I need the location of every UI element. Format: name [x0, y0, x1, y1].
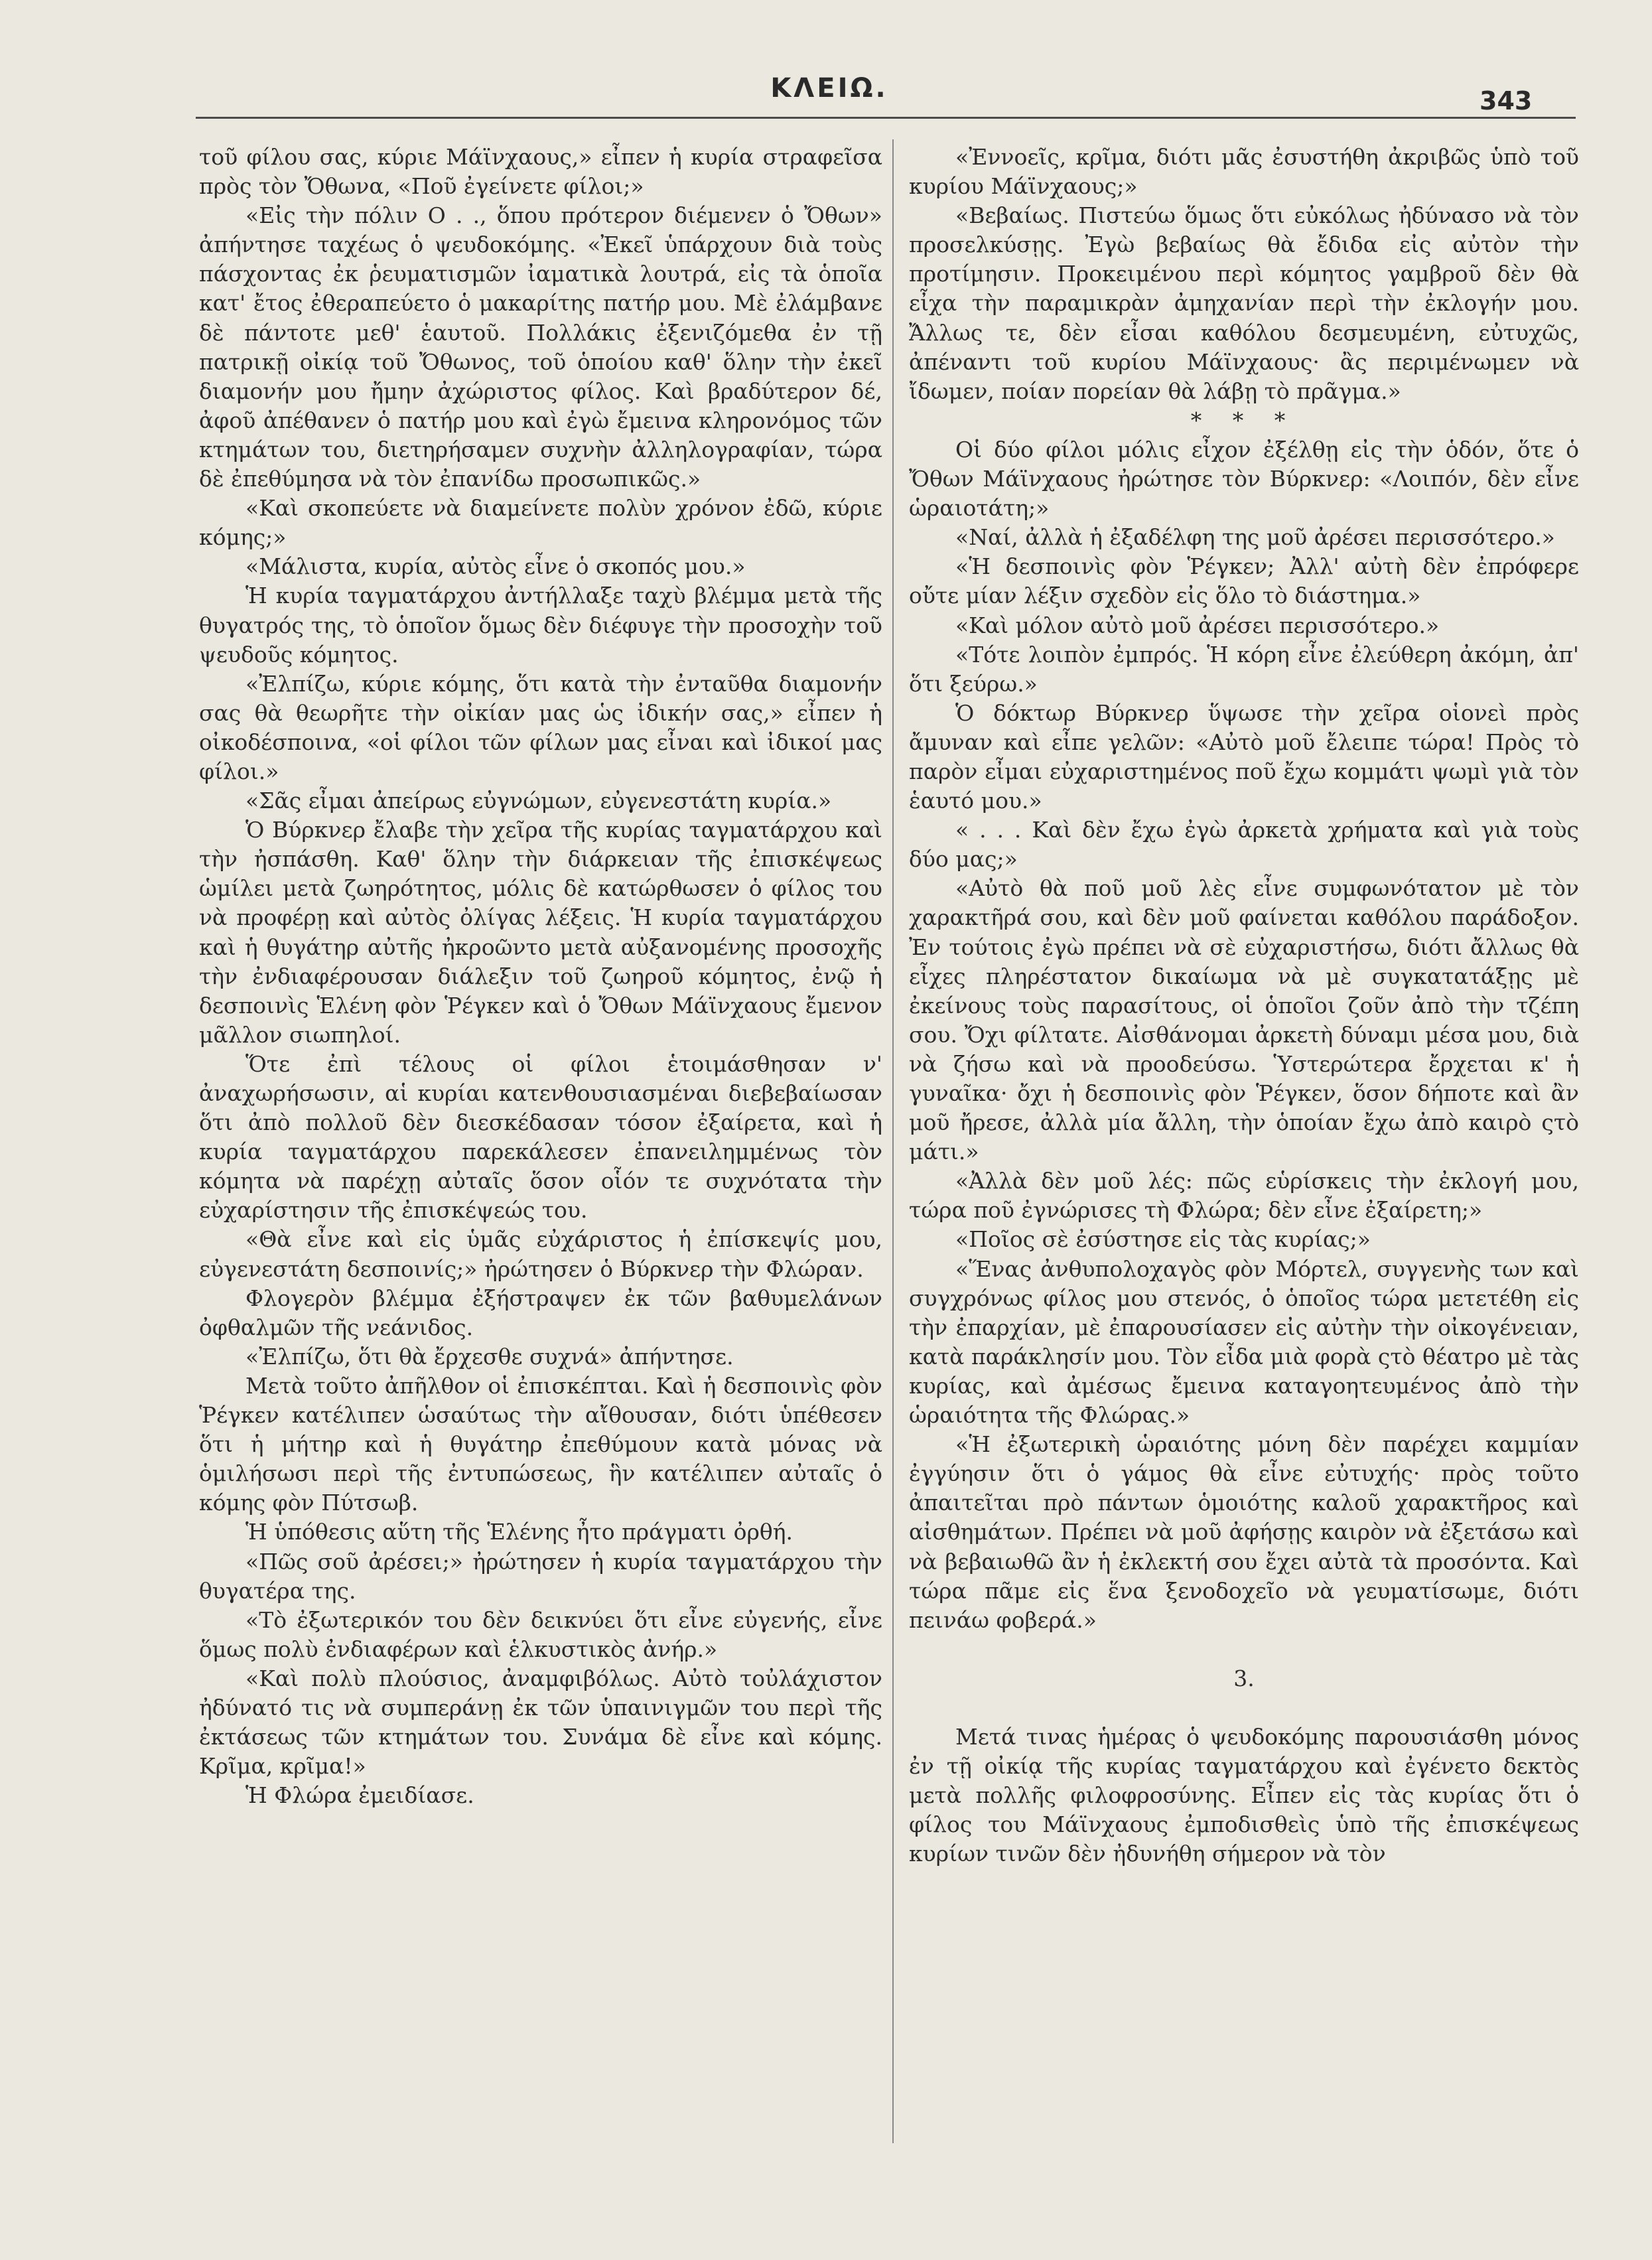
left-column — [199, 143, 882, 1810]
column-divider — [892, 139, 894, 2143]
paragraph: Οἱ δύο φίλοι μόλις εἶχον ἐξέλθῃ εἰς τὴν ὁδόν, ὅτε ὁ Ὄθων Μάϊνχαους ἠρώτησε τὸν Βύρκνερ: «Λοιπόν, δὲν εἶνε ὡραιοτάτη;» — [909, 436, 1579, 522]
paragraph: Ἡ κυρία ταγματάρχου ἀντήλλαξε ταχὺ βλέμμα μετὰ τῆς θυγατρός της, τὸ ὁποῖον ὅμως δὲν διέφυγε τὴν προσοχὴν τοῦ ψευδοῦς κόμητος. — [199, 583, 882, 668]
paragraph: «Ναί, ἀλλὰ ἡ ἐξαδέλφη της μοῦ ἀρέσει περισσότερο.» — [955, 524, 1555, 551]
paragraph: «Πῶς σοῦ ἀρέσει;» ἠρώτησεν ἡ κυρία ταγματάρχου τὴν θυγατέρα της. — [199, 1548, 882, 1604]
paragraph: «Αὐτὸ θὰ ποῦ μοῦ λὲς εἶνε συμφωνότατον μὲ τὸν χαρακτῆρά σου, καὶ δὲν μοῦ φαίνεται καθόλου παράδοξον. Ἐν τούτοις ἐγὼ πρέπει νὰ σὲ εὐχαριστήσω, διότι ἄλλως θὰ εἶχες πληρέστατον δικαίωμα νὰ μὲ συγκατατάξῃς μὲ ἐκείνους τοὺς παρασίτους, οἱ ὁποῖοι ζοῦν ἀπὸ τὴν τζέπη σου. Ὄχι φίλτατε. Αἰσθάνομαι ἀρκετὴ δύναμι μέσα μου, διὰ νὰ ζήσω καὶ νὰ προοδεύσω. Ὑστερώτερα ἔρχεται κ' ἡ γυναῖκα· ὄχι ἡ δεσποινὶς φὸν Ῥέγκεν, ὅσον δήποτε καὶ ἂν μοῦ ἤρεσε, ἀλλὰ μία ἄλλη, τὴν ὁποίαν ἔχω ἀπὸ καιρὸ ςτὸ μάτι.» — [909, 875, 1579, 1165]
paragraph: «Ἐννοεῖς, κρῖμα, διότι μᾶς ἐσυστήθη ἀκριβῶς ὑπὸ τοῦ κυρίου Μάϊνχαους;» — [909, 144, 1579, 200]
paragraph: «Θὰ εἶνε καὶ εἰς ὑμᾶς εὐχάριστος ἡ ἐπίσκεψίς μου, εὐγενεστάτη δεσποινίς;» ἠρώτησεν ὁ Βύρκνερ τὴν Φλώραν. — [199, 1226, 882, 1282]
header-rule — [196, 117, 1576, 119]
section-number: 3. — [1233, 1665, 1255, 1691]
paragraph: «Εἰς τὴν πόλιν Ο . ., ὅπου πρότερον διέμενεν ὁ Ὄθων» ἀπήντησε ταχέως ὁ ψευδοκόμης. «Ἐκεῖ ὑπάρχουν διὰ τοὺς πάσχοντας ἐκ ῥευματισμῶν ἰαματικὰ λουτρά, εἰς τὰ ὁποῖα κατ' ἔτος ἐθεραπεύετο ὁ μακαρίτης πατήρ μου. Μὲ ἐλάμβανε δὲ πάντοτε μεθ' ἑαυτοῦ. Πολλάκις ἐξενιζόμεθα ἐν τῇ πατρικῇ οἰκίᾳ τοῦ Ὄθωνος, τοῦ ὁποίου καθ' ὅλην τὴν ἐκεῖ διαμονήν μου ἤμην ἀχώριστος φίλος. Καὶ βραδύτερον δέ, ἀφοῦ ἀπέθανεν ὁ πατήρ μου καὶ ἐγὼ ἔμεινα κληρονόμος τῶν κτημάτων του, διετηρήσαμεν συχνὴν ἀλληλογραφίαν, τώρα δὲ ἐπεθύμησα νὰ τὸν ἐπανίδω προσωπικῶς.» — [199, 202, 882, 492]
paragraph: «Καὶ σκοπεύετε νὰ διαμείνετε πολὺν χρόνον ἐδῶ, κύριε κόμης;» — [199, 495, 882, 551]
paragraph: «Ἡ ἐξωτερικὴ ὡραιότης μόνη δὲν παρέχει καμμίαν ἐγγύησιν ὅτι ὁ γάμος θὰ εἶνε εὐτυχής· πρὸς τοῦτο ἀπαιτεῖται πρὸ πάντων ὁμοιότης καλοῦ χαρακτῆρος καὶ αἰσθημάτων. Πρέπει νὰ μοῦ ἀφήσῃς καιρὸν νὰ ἐξετάσω καὶ νὰ βεβαιωθῶ ἂν ἡ ἐκλεκτή σου ἔχει αὐτὰ τὰ προσόντα. Καὶ τώρα πᾶμε εἰς ἕνα ξενοδοχεῖο νὰ γευματίσωμε, διότι πεινάω φοβερά.» — [909, 1431, 1579, 1633]
paragraph: τοῦ φίλου σας, κύριε Μάϊνχαους,» εἶπεν ἡ κυρία στραφεῖσα πρὸς τὸν Ὄθωνα, «Ποῦ ἐγείνετε φίλοι;» — [199, 144, 882, 200]
paragraph: «Μάλιστα, κυρία, αὐτὸς εἶνε ὁ σκοπός μου.» — [245, 553, 746, 580]
paragraph: Μετά τινας ἡμέρας ὁ ψευδοκόμης παρουσιάσθη μόνος ἐν τῇ οἰκίᾳ τῆς κυρίας ταγματάρχου καὶ ἐγένετο δεκτὸς μετὰ πολλῆς φιλοφροσύνης. Εἶπεν εἰς τὰς κυρίας ὅτι ὁ φίλος του Μάϊνχαους ἐμποδισθεὶς ὑπὸ τῆς ἐπισκέψεως κυρίων τινῶν δὲν ἠδυνήθη σήμερον νὰ τὸν — [909, 1723, 1579, 1867]
paragraph: «Τὸ ἐξωτερικόν του δὲν δεικνύει ὅτι εἶνε εὐγενής, εἶνε ὅμως πολὺ ἐνδιαφέρων καὶ ἑλκυστικὸς ἀνήρ.» — [199, 1606, 882, 1662]
paragraph: Φλογερὸν βλέμμα ἐξήστραψεν ἐκ τῶν βαθυμελάνων ὀφθαλμῶν τῆς νεάνιδος. — [199, 1285, 882, 1340]
paragraph: Ἡ Φλώρα ἐμειδίασε. — [245, 1782, 474, 1809]
section-break-asterisks: * * * — [1190, 407, 1298, 433]
paragraph: Μετὰ τοῦτο ἀπῆλθον οἱ ἐπισκέπται. Καὶ ἡ δεσποινὶς φὸν Ῥέγκεν κατέλιπεν ὡσαύτως τὴν αἴθουσαν, διότι ὑπέθεσεν ὅτι ἡ μήτηρ καὶ ἡ θυγάτηρ ἐπεθύμουν κατὰ μόνας νὰ ὁμιλήσωσι περὶ τῆς ἐντυπώσεως, ἣν κατέλιπεν αὐταῖς ὁ κόμης φὸν Πύτσωβ. — [199, 1372, 882, 1516]
paragraph: «Ἕνας ἀνθυπολοχαγὸς φὸν Μόρτελ, συγγενὴς των καὶ συγχρόνως φίλος μου στενός, ὁ ὁποῖος τώρα μετετέθη εἰς τὴν ἐπαρχίαν, μὲ ἐπαρουσίασεν εἰς αὐτὴν τὴν οἰκογένειαν, κατὰ παράκλησίν μου. Τὸν εἶδα μιὰ φορὰ ςτὸ θέατρο μὲ τὰς κυρίας, καὶ ἀμέσως ἔμεινα καταγοητευμένος ἀπὸ τὴν ὡραιότητα τῆς Φλώρας.» — [909, 1255, 1579, 1429]
right-column — [909, 143, 1579, 1869]
paragraph: «Ἐλπίζω, ὅτι θὰ ἔρχεσθε συχνά» ἀπήντησε. — [245, 1343, 734, 1370]
paragraph: Ὅτε ἐπὶ τέλους οἱ φίλοι ἑτοιμάσθησαν ν' ἀναχωρήσωσιν, αἱ κυρίαι κατενθουσιασμέναι διεβεβαίωσαν ὅτι ἀπὸ πολλοῦ δὲν διεσκέδασαν τόσον ἐξαίρετα, καὶ ἡ κυρία ταγματάρχου παρεκάλεσεν ἐπανειλημμένως τὸν κόμητα νὰ παρέχῃ αὐταῖς ὅσον οἷόν τε συχνότατα τὴν εὐχαρίστησιν τῆς ἐπισκέψεώς του. — [199, 1050, 882, 1224]
paragraph: «Ἡ δεσποινὶς φὸν Ῥέγκεν; Ἀλλ' αὐτὴ δὲν ἐπρόφερε οὔτε μίαν λέξιν σχεδὸν εἰς ὅλο τὸ διάστημα.» — [909, 553, 1579, 609]
paragraph: «Ἀλλὰ δὲν μοῦ λές: πῶς εὑρίσκεις τὴν ἐκλογή μου, τώρα ποῦ ἐγνώρισες τὴ Φλώρα; δὲν εἶνε ἐξαίρετη;» — [909, 1168, 1579, 1224]
paragraph: Ὁ Βύρκνερ ἔλαβε τὴν χεῖρα τῆς κυρίας ταγματάρχου καὶ τὴν ἠσπάσθη. Καθ' ὅλην τὴν διάρκειαν τῆς ἐπισκέψεως ὡμίλει μετὰ ζωηρότητος, μόλις δὲ κατώρθωσεν ὁ φίλος του νὰ προφέρῃ καὶ αὐτὸς ὀλίγας λέξεις. Ἡ κυρία ταγματάρχου καὶ ἡ θυγάτηρ αὐτῆς ἠκροῶντο μετὰ αὐξανομένης προσοχῆς τὴν ἐνδιαφέρουσαν διάλεξιν τοῦ ζωηροῦ κόμητος, ἐνῷ ἡ δεσποινὶς Ἑλένη φὸν Ῥέγκεν καὶ ὁ Ὄθων Μάϊνχαους ἔμενον μᾶλλον σιωπηλοί. — [199, 817, 882, 1048]
page-number: 343 — [1480, 86, 1533, 115]
paragraph: Ὁ δόκτωρ Βύρκνερ ὕψωσε τὴν χεῖρα οἱονεὶ πρὸς ἄμυναν καὶ εἶπε γελῶν: «Αὐτὸ μοῦ ἔλειπε τώρα! Πρὸς τὸ παρὸν εἶμαι εὐχαριστημένος ποῦ ἔχω κομμάτι ψωμὶ γιὰ τὸν ἑαυτό μου.» — [909, 699, 1579, 814]
paragraph: « . . . Καὶ δὲν ἔχω ἐγὼ ἀρκετὰ χρήματα καὶ γιὰ τοὺς δύο μας;» — [909, 817, 1579, 873]
paragraph: «Καὶ πολὺ πλούσιος, ἀναμφιβόλως. Αὐτὸ τοὐλάχιστον ἠδύνατό τις νὰ συμπεράνῃ ἐκ τῶν ὑπαινιγμῶν του περὶ τῆς ἐκτάσεως τῶν κτημάτων του. Συνάμα δὲ εἶνε καὶ κόμης. Κρῖμα, κρῖμα!» — [199, 1665, 882, 1780]
paragraph: «Καὶ μόλον αὐτὸ μοῦ ἀρέσει περισσότερο.» — [955, 612, 1440, 638]
paragraph: Ἡ ὑπόθεσις αὕτη τῆς Ἑλένης ἦτο πράγματι ὀρθή. — [245, 1519, 793, 1545]
paragraph: «Σᾶς εἶμαι ἀπείρως εὐγνώμων, εὐγενεστάτη κυρία.» — [245, 788, 832, 814]
paragraph: «Ποῖος σὲ ἐσύστησε εἰς τὰς κυρίας;» — [955, 1226, 1371, 1253]
paragraph: «Βεβαίως. Πιστεύω ὅμως ὅτι εὐκόλως ἠδύνασο νὰ τὸν προσελκύσῃς. Ἐγὼ βεβαίως θὰ ἔδιδα εἰς αὐτὸν τὴν προτίμησιν. Προκειμένου περὶ κόμητος γαμβροῦ δὲν θὰ εἶχα τὴν παραμικρὰν ἀμηχανίαν περὶ τὴν ἐκλογήν μου. Ἄλλως τε, δὲν εἶσαι καθόλου δεσμευμένη, εὐτυχῶς, ἀπέναντι τοῦ κυρίου Μάϊνχαους· ἂς περιμένωμεν νὰ ἴδωμεν, ποίαν πορείαν θὰ λάβῃ τὸ πρᾶγμα.» — [909, 202, 1579, 404]
paragraph: «Τότε λοιπὸν ἐμπρός. Ἡ κόρη εἶνε ἐλεύθερη ἀκόμη, ἀπ' ὅτι ξεύρω.» — [909, 641, 1579, 697]
paragraph: «Ἐλπίζω, κύριε κόμης, ὅτι κατὰ τὴν ἐνταῦθα διαμονήν σας θὰ θεωρῆτε τὴν οἰκίαν μας ὡς ἰδικήν σας,» εἶπεν ἡ οἰκοδέσποινα, «οἱ φίλοι τῶν φίλων μας εἶναι καὶ ἰδικοί μας φίλοι.» — [199, 670, 882, 784]
running-header-title: ΚΛΕΙΩ. — [770, 73, 888, 104]
